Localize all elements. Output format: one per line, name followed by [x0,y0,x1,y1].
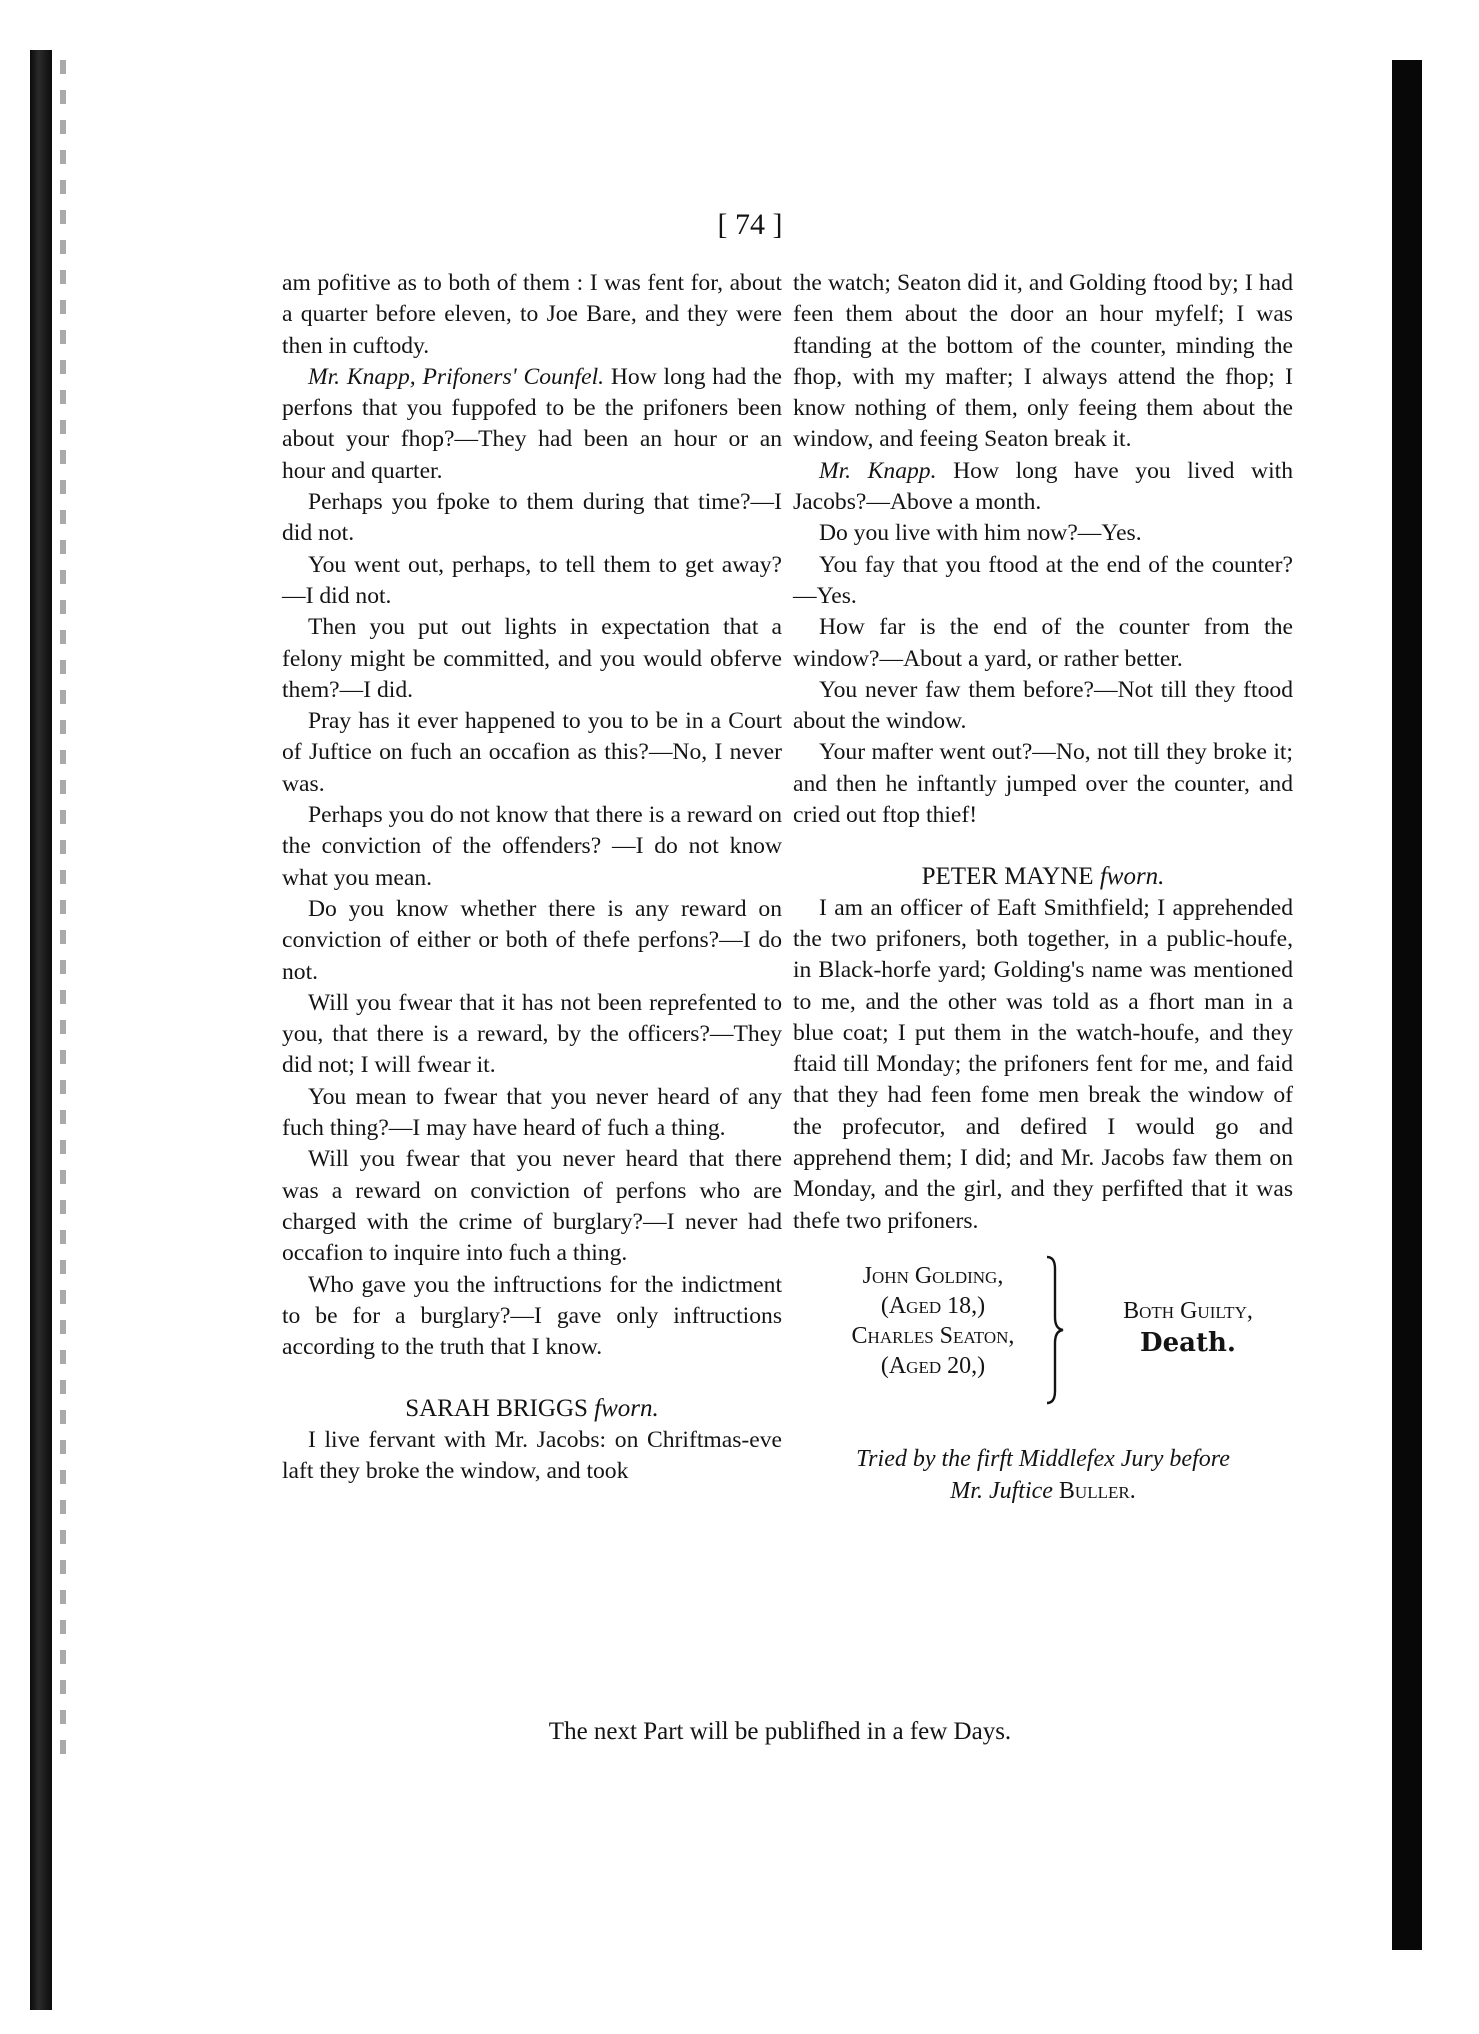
scan-binding-shadow-left [60,60,66,1760]
left-paragraph-4: You went out, perhaps, to tell them to get away?—I did not. [282,551,782,609]
left-paragraph-9: Will you fwear that it has not been reprefented to you, that there is a reward, by the officers?—They did not; I will fwear it. [282,989,782,1079]
page-number: [ 74 ] [717,208,783,241]
left-paragraph-5: Then you put out lights in expectation that a felony might be committed, and you would obferve them?—I did. [282,614,782,703]
defendant-1-age: (Aged 18,) [880,1292,986,1319]
right-paragraph-2: Mr. Knapp. How long have you lived with Jacobs?—Above a month. [793,457,1293,516]
trial-jury-line: Tried by the firft Middlefex Jury before [856,1445,1230,1472]
witness-heading-peter-mayne: PETER MAYNE fworn. [921,863,1165,891]
right-paragraph-5: How far is the end of the counter from the window?—About a yard, or rather better. [793,614,1293,672]
right-paragraph-7: Your mafter went out?—No, not till they broke it; and then he inftantly jumped over the counter, and cried out ftop thief! [793,739,1293,829]
left-paragraph-10: You mean to fwear that you never heard of any fuch thing?—I may have heard of fuch a thing. [282,1083,782,1142]
left-paragraph-1: am pofitive as to both of them : I was fent for, about a quarter before eleven, to Joe Bare, and they were then in cuftody. [282,270,782,359]
left-paragraph-6: Pray has it ever happened to you to be in a Court of Juftice on fuch an occafion as this?—No, I never was. [282,708,782,797]
judge-name: Buller. [1058,1477,1136,1504]
left-paragraph-3: Perhaps you fpoke to them during that time?—I did not. [282,489,782,547]
left-paragraph-7: Perhaps you do not know that there is a reward on the conviction of the offenders? —I do not know what you mean. [282,802,782,891]
scan-binding-edge-left [30,50,52,2010]
speaker-label: Mr. Knapp, Prifoners' Counfel. [307,363,605,390]
verdict-sentence: Death. [1140,1327,1236,1358]
left-paragraph-2: Mr. Knapp, Prifoners' Counfel. How long had the perfons that you fuppofed to be the prifoners been about your fhop?—They had been an hour or an hour and quarter. [282,363,782,484]
speaker-label: Mr. Knapp. [818,457,937,484]
right-paragraph-3: Do you live with him now?—Yes. [818,520,1142,547]
right-paragraph-6: You never faw them before?—Not till they ftood about the window. [793,676,1293,735]
witness-testimony-peter-mayne: I am an officer of Eaft Smithfield; I apprehended the two prifoners, both together, in a public-houfe, in Black-horfe yard; Golding's name was mentioned to me, and the other was told as a fhort man in a blue coat; I put them in the watch-houfe, and they ftaid till Monday; the prifoners fent for me, and faid that they had feen fome men break the window of the profecutor, and defired I would go and apprehend them; I did; and Mr. Jacobs faw them on Monday, and the girl, and they perfifted that it was thefe two prifoners. [793,894,1293,1234]
right-paragraph-4: You fay that you ftood at the end of the counter?—Yes. [793,551,1293,609]
left-column [282,268,782,1487]
footer-notice: The next Part will be publifhed in a few Days. [548,1718,1012,1745]
defendant-names [823,1261,1043,1381]
witness-testimony-sarah-briggs: I live fervant with Mr. Jacobs: on Chriftmas-eve laft they broke the window, and took [282,1426,782,1484]
verdict-guilty: Both Guilty, [1123,1297,1253,1324]
witness-heading-sarah-briggs: SARAH BRIGGS fworn. [405,1395,659,1423]
trial-attribution [793,1443,1293,1507]
verdict-block [793,1255,1293,1425]
right-column [793,268,1293,1507]
defendant-1-name: John Golding, [862,1262,1004,1289]
trial-judge-prefix: Mr. Juftice [950,1477,1059,1504]
left-paragraph-12: Who gave you the inftructions for the indictment to be for a burglary?—I gave only inftructions according to the truth that I know. [282,1271,782,1361]
right-paragraph-1: the watch; Seaton did it, and Golding ftood by; I had feen them about the door an hour myfelf; I was ftanding at the bottom of the counter, minding the fhop, with my mafter; I always attend the fhop; I know nothing of them, only feeing them about the window, and feeing Seaton break it. [793,270,1293,453]
curly-brace-icon [1043,1255,1065,1405]
defendant-2-name: Charles Seaton, [851,1322,1015,1349]
verdict-outcome [1083,1295,1293,1359]
defendant-2-age: (Aged 20,) [880,1352,986,1379]
left-paragraph-11: Will you fwear that you never heard that there was a reward on conviction of perfons who are charged with the crime of burglary?—I never had occafion to inquire into fuch a thing. [282,1146,782,1267]
scan-binding-edge-right [1392,60,1422,1950]
left-paragraph-8: Do you know whether there is any reward on conviction of either or both of thefe perfons?—I do not. [282,895,782,985]
